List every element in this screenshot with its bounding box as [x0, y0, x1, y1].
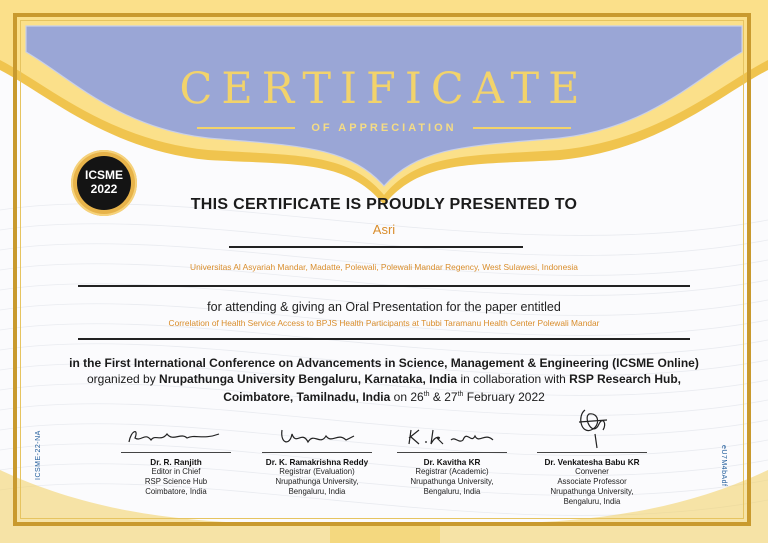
conference-line-2 — [0, 372, 768, 388]
signatory-role-3: Nrupathunga University, — [550, 487, 634, 496]
recipient-name: Asri — [372, 222, 396, 237]
signature-line — [262, 452, 372, 453]
signatory-role-1: Registrar (Evaluation) — [279, 467, 355, 476]
signatory-name: Dr. Kavitha KR — [423, 458, 481, 467]
conference-text — [0, 356, 768, 406]
signatory-role-2: Nrupathunga University, — [410, 477, 494, 486]
signatory-role-2: Associate Professor — [557, 477, 627, 486]
signatory-role-1: Editor in Chief — [151, 467, 201, 476]
signatory-role-2: RSP Science Hub — [144, 477, 208, 486]
subtitle-right-line — [473, 127, 571, 129]
signature-block-babu — [517, 404, 667, 507]
conf-collaborator: RSP Research Hub, — [569, 371, 681, 386]
certificate-subtitle-row — [0, 119, 768, 137]
affiliation-underline — [78, 285, 690, 287]
conf-date-2: & 27 — [429, 390, 458, 404]
conf-date-1-sup: th — [423, 391, 430, 398]
conf-collab-text: in collaboration with — [457, 371, 570, 386]
conf-location: Coimbatore, Tamilnadu, India — [223, 390, 391, 404]
signatory-role-3: Bengaluru, India — [288, 487, 346, 496]
signatory-role-3: Coimbatore, India — [145, 487, 207, 496]
certificate-title: CERTIFICATE — [179, 64, 589, 114]
signatory-name: Dr. R. Ranjith — [150, 458, 202, 467]
conference-name: in the First International Conference on Advancements in Science, Management & Engineering (ICSME Online) — [69, 356, 699, 370]
name-underline — [229, 246, 523, 248]
certificate-code-left: ICSME-22-NA — [35, 430, 42, 480]
conference-line-3 — [0, 387, 768, 406]
signature-kavitha-image — [397, 422, 507, 450]
signatory-role-1: Registrar (Academic) — [415, 467, 489, 476]
recipient-affiliation: Universitas Al Asyariah Mandar, Madatte, Polewali, Polewali Mandar Regency, West Sulawesi, Indonesia — [190, 262, 578, 272]
signatory-name: Dr. K. Ramakrishna Reddy — [265, 458, 369, 467]
signatory-role-2: Nrupathunga University, — [275, 477, 359, 486]
subtitle-left-line — [197, 127, 295, 129]
conf-date-2-sup: th — [457, 391, 464, 398]
signature-block-kavitha — [377, 422, 527, 497]
signatory-role-1: Convener — [575, 467, 609, 476]
signature-line — [121, 452, 231, 453]
paper-title: Correlation of Health Service Access to BPJS Health Participants at Tubbi Taramanu Health Center Polewali Mandar — [168, 318, 600, 328]
signature-line — [537, 452, 647, 453]
conf-organized-by: organized by — [87, 371, 160, 386]
signature-block-reddy — [242, 422, 392, 497]
signature-babu-image — [537, 404, 647, 450]
conf-date-1: on 26 — [390, 390, 424, 404]
conf-organizer: Nrupathunga University Bengaluru, Karnataka, India — [159, 371, 458, 386]
certificate-code-right: eU7M4bAdf — [720, 445, 727, 487]
signatory-role-4: Bengaluru, India — [563, 497, 621, 506]
conf-date-3: February 2022 — [463, 390, 545, 404]
badge-line-2: 2022 — [90, 182, 118, 196]
signatory-role-3: Bengaluru, India — [423, 487, 481, 496]
signature-ranjith-image — [121, 422, 231, 450]
signature-line — [397, 452, 507, 453]
signature-block-ranjith — [101, 422, 251, 497]
presented-heading: THIS CERTIFICATE IS PROUDLY PRESENTED TO — [190, 196, 578, 213]
badge-line-1: ICSME — [84, 168, 123, 182]
certificate-subtitle: OF APPRECIATION — [311, 121, 457, 134]
signatory-name: Dr. Venkatesha Babu KR — [544, 458, 640, 467]
conference-line-1 — [0, 356, 768, 372]
attending-text: for attending & giving an Oral Presentation for the paper entitled — [207, 300, 561, 314]
signature-reddy-image — [262, 422, 372, 450]
paper-underline — [78, 338, 690, 340]
